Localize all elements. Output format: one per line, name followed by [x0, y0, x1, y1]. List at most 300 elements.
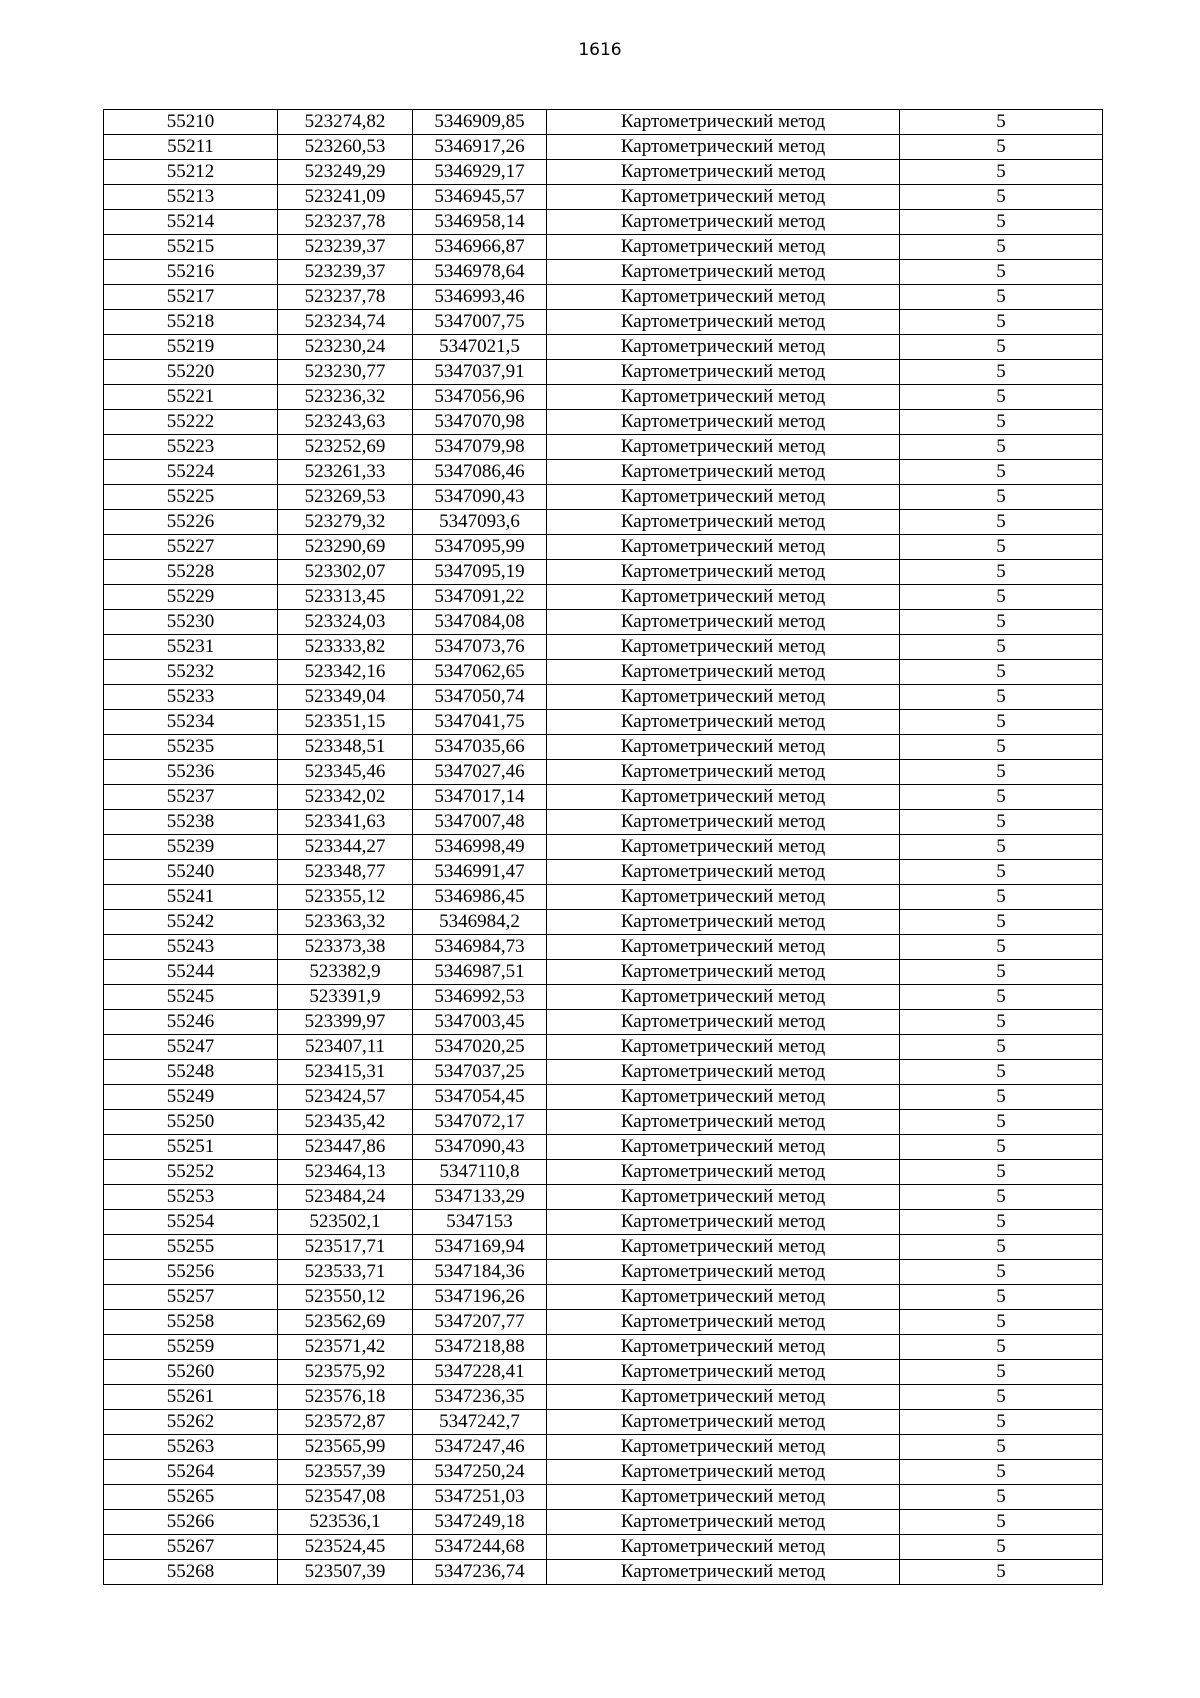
y-coordinate-cell: 5347249,18	[413, 1510, 547, 1535]
point-number-cell: 55255	[104, 1235, 278, 1260]
x-coordinate-cell: 523572,87	[278, 1410, 413, 1435]
point-number-cell: 55262	[104, 1410, 278, 1435]
table-row	[104, 1510, 1103, 1535]
y-coordinate-cell: 5347070,98	[413, 410, 547, 435]
coordinates-table	[103, 109, 1103, 1585]
point-number-cell: 55219	[104, 335, 278, 360]
accuracy-cell: 5	[900, 735, 1103, 760]
x-coordinate-cell: 523243,63	[278, 410, 413, 435]
x-coordinate-cell: 523550,12	[278, 1285, 413, 1310]
x-coordinate-cell: 523324,03	[278, 610, 413, 635]
point-number-cell: 55214	[104, 210, 278, 235]
point-number-cell: 55263	[104, 1435, 278, 1460]
table-row	[104, 885, 1103, 910]
accuracy-cell: 5	[900, 1185, 1103, 1210]
x-coordinate-cell: 523536,1	[278, 1510, 413, 1535]
y-coordinate-cell: 5346984,73	[413, 935, 547, 960]
point-number-cell: 55248	[104, 1060, 278, 1085]
table-row	[104, 685, 1103, 710]
method-cell: Картометрический метод	[547, 1510, 900, 1535]
y-coordinate-cell: 5347236,74	[413, 1560, 547, 1585]
point-number-cell: 55217	[104, 285, 278, 310]
point-number-cell: 55216	[104, 260, 278, 285]
y-coordinate-cell: 5347244,68	[413, 1535, 547, 1560]
method-cell: Картометрический метод	[547, 1385, 900, 1410]
method-cell: Картометрический метод	[547, 1410, 900, 1435]
coordinates-table-body	[104, 110, 1103, 1585]
y-coordinate-cell: 5347021,5	[413, 335, 547, 360]
method-cell: Картометрический метод	[547, 1560, 900, 1585]
accuracy-cell: 5	[900, 385, 1103, 410]
accuracy-cell: 5	[900, 685, 1103, 710]
table-row	[104, 1460, 1103, 1485]
table-row	[104, 585, 1103, 610]
x-coordinate-cell: 523399,97	[278, 1010, 413, 1035]
accuracy-cell: 5	[900, 1460, 1103, 1485]
table-row	[104, 285, 1103, 310]
x-coordinate-cell: 523333,82	[278, 635, 413, 660]
table-row	[104, 1435, 1103, 1460]
accuracy-cell: 5	[900, 535, 1103, 560]
x-coordinate-cell: 523562,69	[278, 1310, 413, 1335]
method-cell: Картометрический метод	[547, 210, 900, 235]
y-coordinate-cell: 5347062,65	[413, 660, 547, 685]
accuracy-cell: 5	[900, 1085, 1103, 1110]
point-number-cell: 55235	[104, 735, 278, 760]
method-cell: Картометрический метод	[547, 485, 900, 510]
point-number-cell: 55228	[104, 560, 278, 585]
x-coordinate-cell: 523342,16	[278, 660, 413, 685]
table-row	[104, 1185, 1103, 1210]
accuracy-cell: 5	[900, 360, 1103, 385]
method-cell: Картометрический метод	[547, 1210, 900, 1235]
table-row	[104, 1035, 1103, 1060]
point-number-cell: 55250	[104, 1110, 278, 1135]
y-coordinate-cell: 5346966,87	[413, 235, 547, 260]
y-coordinate-cell: 5347247,46	[413, 1435, 547, 1460]
x-coordinate-cell: 523576,18	[278, 1385, 413, 1410]
page-number: 1616	[578, 40, 622, 60]
y-coordinate-cell: 5347251,03	[413, 1485, 547, 1510]
accuracy-cell: 5	[900, 760, 1103, 785]
table-row	[104, 635, 1103, 660]
method-cell: Картометрический метод	[547, 1260, 900, 1285]
method-cell: Картометрический метод	[547, 985, 900, 1010]
y-coordinate-cell: 5347090,43	[413, 485, 547, 510]
method-cell: Картометрический метод	[547, 110, 900, 135]
table-row	[104, 310, 1103, 335]
method-cell: Картометрический метод	[547, 910, 900, 935]
table-row	[104, 1485, 1103, 1510]
y-coordinate-cell: 5347017,14	[413, 785, 547, 810]
table-row	[104, 510, 1103, 535]
x-coordinate-cell: 523342,02	[278, 785, 413, 810]
accuracy-cell: 5	[900, 485, 1103, 510]
method-cell: Картометрический метод	[547, 810, 900, 835]
x-coordinate-cell: 523373,38	[278, 935, 413, 960]
x-coordinate-cell: 523269,53	[278, 485, 413, 510]
method-cell: Картометрический метод	[547, 285, 900, 310]
y-coordinate-cell: 5346958,14	[413, 210, 547, 235]
table-row	[104, 810, 1103, 835]
method-cell: Картометрический метод	[547, 260, 900, 285]
accuracy-cell: 5	[900, 310, 1103, 335]
accuracy-cell: 5	[900, 285, 1103, 310]
x-coordinate-cell: 523345,46	[278, 760, 413, 785]
accuracy-cell: 5	[900, 435, 1103, 460]
x-coordinate-cell: 523547,08	[278, 1485, 413, 1510]
y-coordinate-cell: 5346992,53	[413, 985, 547, 1010]
table-row	[104, 1210, 1103, 1235]
method-cell: Картометрический метод	[547, 310, 900, 335]
table-row	[104, 1385, 1103, 1410]
point-number-cell: 55232	[104, 660, 278, 685]
method-cell: Картометрический метод	[547, 835, 900, 860]
table-row	[104, 985, 1103, 1010]
accuracy-cell: 5	[900, 1210, 1103, 1235]
method-cell: Картометрический метод	[547, 1035, 900, 1060]
point-number-cell: 55265	[104, 1485, 278, 1510]
point-number-cell: 55266	[104, 1510, 278, 1535]
method-cell: Картометрический метод	[547, 560, 900, 585]
point-number-cell: 55227	[104, 535, 278, 560]
point-number-cell: 55251	[104, 1135, 278, 1160]
accuracy-cell: 5	[900, 1135, 1103, 1160]
y-coordinate-cell: 5346986,45	[413, 885, 547, 910]
table-row	[104, 1060, 1103, 1085]
x-coordinate-cell: 523234,74	[278, 310, 413, 335]
y-coordinate-cell: 5346991,47	[413, 860, 547, 885]
method-cell: Картометрический метод	[547, 1335, 900, 1360]
point-number-cell: 55260	[104, 1360, 278, 1385]
y-coordinate-cell: 5347228,41	[413, 1360, 547, 1385]
point-number-cell: 55267	[104, 1535, 278, 1560]
accuracy-cell: 5	[900, 1410, 1103, 1435]
x-coordinate-cell: 523349,04	[278, 685, 413, 710]
accuracy-cell: 5	[900, 835, 1103, 860]
point-number-cell: 55242	[104, 910, 278, 935]
method-cell: Картометрический метод	[547, 360, 900, 385]
method-cell: Картометрический метод	[547, 935, 900, 960]
method-cell: Картометрический метод	[547, 510, 900, 535]
y-coordinate-cell: 5347079,98	[413, 435, 547, 460]
accuracy-cell: 5	[900, 585, 1103, 610]
accuracy-cell: 5	[900, 410, 1103, 435]
table-row	[104, 1110, 1103, 1135]
y-coordinate-cell: 5347207,77	[413, 1310, 547, 1335]
y-coordinate-cell: 5347037,25	[413, 1060, 547, 1085]
point-number-cell: 55252	[104, 1160, 278, 1185]
x-coordinate-cell: 523407,11	[278, 1035, 413, 1060]
point-number-cell: 55243	[104, 935, 278, 960]
table-row	[104, 860, 1103, 885]
y-coordinate-cell: 5346993,46	[413, 285, 547, 310]
y-coordinate-cell: 5347086,46	[413, 460, 547, 485]
accuracy-cell: 5	[900, 1285, 1103, 1310]
point-number-cell: 55246	[104, 1010, 278, 1035]
method-cell: Картометрический метод	[547, 1110, 900, 1135]
x-coordinate-cell: 523464,13	[278, 1160, 413, 1185]
point-number-cell: 55215	[104, 235, 278, 260]
point-number-cell: 55239	[104, 835, 278, 860]
y-coordinate-cell: 5347084,08	[413, 610, 547, 635]
method-cell: Картометрический метод	[547, 385, 900, 410]
y-coordinate-cell: 5347003,45	[413, 1010, 547, 1035]
accuracy-cell: 5	[900, 635, 1103, 660]
point-number-cell: 55256	[104, 1260, 278, 1285]
x-coordinate-cell: 523239,37	[278, 260, 413, 285]
y-coordinate-cell: 5346945,57	[413, 185, 547, 210]
x-coordinate-cell: 523351,15	[278, 710, 413, 735]
table-row	[104, 335, 1103, 360]
point-number-cell: 55218	[104, 310, 278, 335]
y-coordinate-cell: 5347072,17	[413, 1110, 547, 1135]
method-cell: Картометрический метод	[547, 760, 900, 785]
method-cell: Картометрический метод	[547, 1535, 900, 1560]
accuracy-cell: 5	[900, 810, 1103, 835]
point-number-cell: 55229	[104, 585, 278, 610]
point-number-cell: 55268	[104, 1560, 278, 1585]
method-cell: Картометрический метод	[547, 1085, 900, 1110]
table-row	[104, 660, 1103, 685]
table-row	[104, 935, 1103, 960]
accuracy-cell: 5	[900, 260, 1103, 285]
point-number-cell: 55233	[104, 685, 278, 710]
method-cell: Картометрический метод	[547, 460, 900, 485]
x-coordinate-cell: 523237,78	[278, 285, 413, 310]
table-row	[104, 760, 1103, 785]
point-number-cell: 55221	[104, 385, 278, 410]
accuracy-cell: 5	[900, 135, 1103, 160]
method-cell: Картометрический метод	[547, 710, 900, 735]
table-row	[104, 1235, 1103, 1260]
y-coordinate-cell: 5347090,43	[413, 1135, 547, 1160]
accuracy-cell: 5	[900, 910, 1103, 935]
method-cell: Картометрический метод	[547, 660, 900, 685]
x-coordinate-cell: 523344,27	[278, 835, 413, 860]
y-coordinate-cell: 5347050,74	[413, 685, 547, 710]
y-coordinate-cell: 5347196,26	[413, 1285, 547, 1310]
method-cell: Картометрический метод	[547, 635, 900, 660]
table-row	[104, 910, 1103, 935]
point-number-cell: 55210	[104, 110, 278, 135]
x-coordinate-cell: 523239,37	[278, 235, 413, 260]
method-cell: Картометрический метод	[547, 535, 900, 560]
x-coordinate-cell: 523313,45	[278, 585, 413, 610]
y-coordinate-cell: 5347218,88	[413, 1335, 547, 1360]
x-coordinate-cell: 523557,39	[278, 1460, 413, 1485]
table-row	[104, 1285, 1103, 1310]
point-number-cell: 55213	[104, 185, 278, 210]
x-coordinate-cell: 523507,39	[278, 1560, 413, 1585]
x-coordinate-cell: 523260,53	[278, 135, 413, 160]
accuracy-cell: 5	[900, 1535, 1103, 1560]
y-coordinate-cell: 5347095,99	[413, 535, 547, 560]
x-coordinate-cell: 523302,07	[278, 560, 413, 585]
y-coordinate-cell: 5346998,49	[413, 835, 547, 860]
table-row	[104, 1360, 1103, 1385]
x-coordinate-cell: 523279,32	[278, 510, 413, 535]
accuracy-cell: 5	[900, 960, 1103, 985]
accuracy-cell: 5	[900, 1385, 1103, 1410]
method-cell: Картометрический метод	[547, 610, 900, 635]
method-cell: Картометрический метод	[547, 1360, 900, 1385]
accuracy-cell: 5	[900, 1335, 1103, 1360]
y-coordinate-cell: 5347236,35	[413, 1385, 547, 1410]
table-row	[104, 535, 1103, 560]
x-coordinate-cell: 523435,42	[278, 1110, 413, 1135]
method-cell: Картометрический метод	[547, 1060, 900, 1085]
method-cell: Картометрический метод	[547, 585, 900, 610]
y-coordinate-cell: 5347035,66	[413, 735, 547, 760]
method-cell: Картометрический метод	[547, 785, 900, 810]
point-number-cell: 55244	[104, 960, 278, 985]
table-row	[104, 1260, 1103, 1285]
accuracy-cell: 5	[900, 985, 1103, 1010]
x-coordinate-cell: 523252,69	[278, 435, 413, 460]
method-cell: Картометрический метод	[547, 1310, 900, 1335]
accuracy-cell: 5	[900, 935, 1103, 960]
point-number-cell: 55258	[104, 1310, 278, 1335]
method-cell: Картометрический метод	[547, 1485, 900, 1510]
accuracy-cell: 5	[900, 1035, 1103, 1060]
point-number-cell: 55225	[104, 485, 278, 510]
accuracy-cell: 5	[900, 1110, 1103, 1135]
y-coordinate-cell: 5347073,76	[413, 635, 547, 660]
table-row	[104, 410, 1103, 435]
accuracy-cell: 5	[900, 1260, 1103, 1285]
method-cell: Картометрический метод	[547, 335, 900, 360]
x-coordinate-cell: 523382,9	[278, 960, 413, 985]
point-number-cell: 55261	[104, 1385, 278, 1410]
table-row	[104, 1310, 1103, 1335]
point-number-cell: 55240	[104, 860, 278, 885]
x-coordinate-cell: 523274,82	[278, 110, 413, 135]
x-coordinate-cell: 523236,32	[278, 385, 413, 410]
point-number-cell: 55220	[104, 360, 278, 385]
y-coordinate-cell: 5347153	[413, 1210, 547, 1235]
y-coordinate-cell: 5347037,91	[413, 360, 547, 385]
table-row	[104, 1135, 1103, 1160]
x-coordinate-cell: 523533,71	[278, 1260, 413, 1285]
x-coordinate-cell: 523348,77	[278, 860, 413, 885]
accuracy-cell: 5	[900, 1010, 1103, 1035]
x-coordinate-cell: 523517,71	[278, 1235, 413, 1260]
method-cell: Картометрический метод	[547, 1235, 900, 1260]
table-row	[104, 735, 1103, 760]
method-cell: Картометрический метод	[547, 435, 900, 460]
x-coordinate-cell: 523571,42	[278, 1335, 413, 1360]
table-row	[104, 560, 1103, 585]
table-row	[104, 710, 1103, 735]
method-cell: Картометрический метод	[547, 1160, 900, 1185]
accuracy-cell: 5	[900, 660, 1103, 685]
y-coordinate-cell: 5347169,94	[413, 1235, 547, 1260]
y-coordinate-cell: 5347054,45	[413, 1085, 547, 1110]
y-coordinate-cell: 5346984,2	[413, 910, 547, 935]
method-cell: Картометрический метод	[547, 1460, 900, 1485]
accuracy-cell: 5	[900, 160, 1103, 185]
y-coordinate-cell: 5346987,51	[413, 960, 547, 985]
method-cell: Картометрический метод	[547, 1285, 900, 1310]
point-number-cell: 55234	[104, 710, 278, 735]
point-number-cell: 55231	[104, 635, 278, 660]
x-coordinate-cell: 523261,33	[278, 460, 413, 485]
y-coordinate-cell: 5347095,19	[413, 560, 547, 585]
x-coordinate-cell: 523237,78	[278, 210, 413, 235]
accuracy-cell: 5	[900, 710, 1103, 735]
table-row	[104, 485, 1103, 510]
method-cell: Картометрический метод	[547, 1185, 900, 1210]
table-row	[104, 1160, 1103, 1185]
method-cell: Картометрический метод	[547, 860, 900, 885]
accuracy-cell: 5	[900, 1060, 1103, 1085]
x-coordinate-cell: 523575,92	[278, 1360, 413, 1385]
accuracy-cell: 5	[900, 1360, 1103, 1385]
x-coordinate-cell: 523230,24	[278, 335, 413, 360]
y-coordinate-cell: 5346917,26	[413, 135, 547, 160]
method-cell: Картометрический метод	[547, 160, 900, 185]
y-coordinate-cell: 5347242,7	[413, 1410, 547, 1435]
table-row	[104, 385, 1103, 410]
table-row	[104, 1535, 1103, 1560]
method-cell: Картометрический метод	[547, 410, 900, 435]
accuracy-cell: 5	[900, 1435, 1103, 1460]
table-row	[104, 235, 1103, 260]
point-number-cell: 55257	[104, 1285, 278, 1310]
accuracy-cell: 5	[900, 235, 1103, 260]
point-number-cell: 55238	[104, 810, 278, 835]
y-coordinate-cell: 5347093,6	[413, 510, 547, 535]
method-cell: Картометрический метод	[547, 960, 900, 985]
y-coordinate-cell: 5347133,29	[413, 1185, 547, 1210]
method-cell: Картометрический метод	[547, 735, 900, 760]
accuracy-cell: 5	[900, 1560, 1103, 1585]
y-coordinate-cell: 5347250,24	[413, 1460, 547, 1485]
x-coordinate-cell: 523415,31	[278, 1060, 413, 1085]
table-row	[104, 260, 1103, 285]
x-coordinate-cell: 523249,29	[278, 160, 413, 185]
point-number-cell: 55254	[104, 1210, 278, 1235]
point-number-cell: 55212	[104, 160, 278, 185]
accuracy-cell: 5	[900, 1510, 1103, 1535]
accuracy-cell: 5	[900, 510, 1103, 535]
table-row	[104, 1010, 1103, 1035]
table-row	[104, 160, 1103, 185]
accuracy-cell: 5	[900, 210, 1103, 235]
x-coordinate-cell: 523241,09	[278, 185, 413, 210]
table-row	[104, 210, 1103, 235]
method-cell: Картометрический метод	[547, 135, 900, 160]
y-coordinate-cell: 5347184,36	[413, 1260, 547, 1285]
x-coordinate-cell: 523391,9	[278, 985, 413, 1010]
table-row	[104, 1560, 1103, 1585]
y-coordinate-cell: 5347007,75	[413, 310, 547, 335]
table-row	[104, 1410, 1103, 1435]
point-number-cell: 55237	[104, 785, 278, 810]
table-row	[104, 1085, 1103, 1110]
point-number-cell: 55236	[104, 760, 278, 785]
x-coordinate-cell: 523484,24	[278, 1185, 413, 1210]
x-coordinate-cell: 523348,51	[278, 735, 413, 760]
point-number-cell: 55253	[104, 1185, 278, 1210]
y-coordinate-cell: 5347110,8	[413, 1160, 547, 1185]
table-row	[104, 460, 1103, 485]
method-cell: Картометрический метод	[547, 885, 900, 910]
method-cell: Картометрический метод	[547, 1435, 900, 1460]
x-coordinate-cell: 523524,45	[278, 1535, 413, 1560]
y-coordinate-cell: 5347027,46	[413, 760, 547, 785]
